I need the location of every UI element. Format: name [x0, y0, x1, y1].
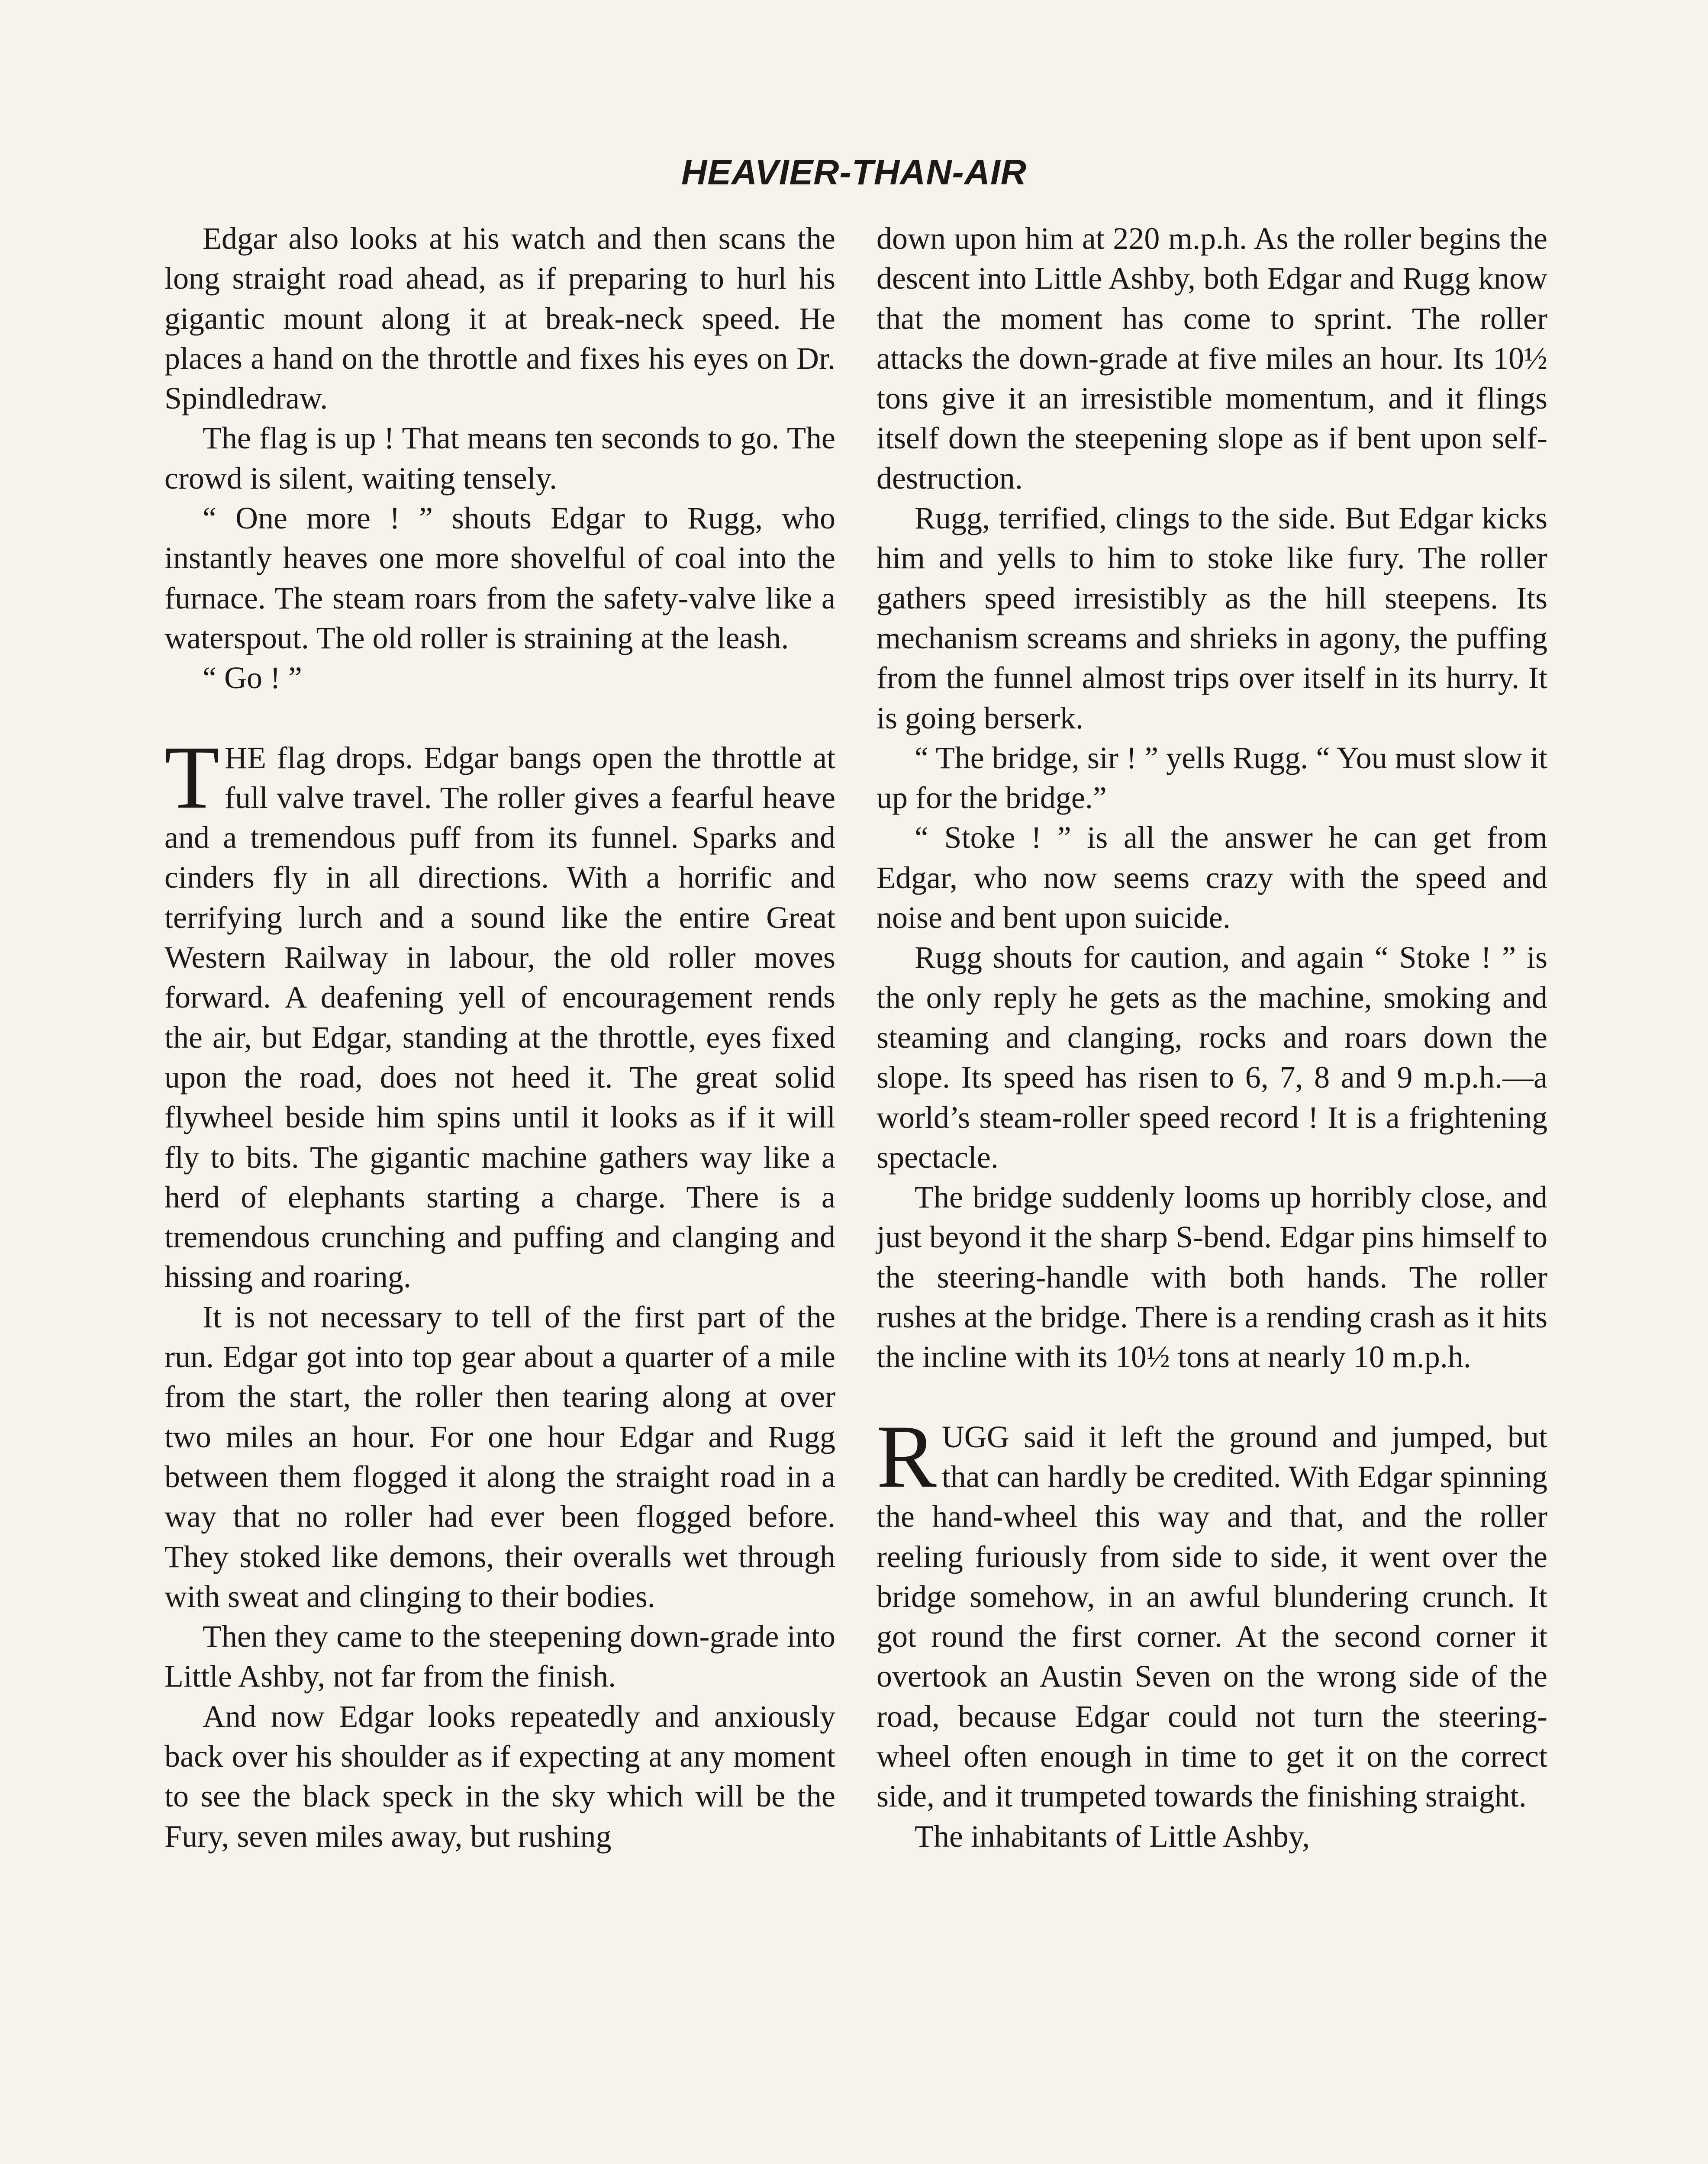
paragraph: “ Go ! ”: [203, 660, 302, 696]
drop-cap: T: [164, 727, 220, 827]
paragraph-text: UGG said it left the ground and jumped, but that can hardly be credited. With Edgar spinning the hand-wheel this way and that, and the roller reeling furiously from side to side, it went over the bridge somehow, in an awful blundering crunch. It got round the first corner. At the second corner it overtook an Austin Seven on the wrong side of the road, because Edgar could not turn the steering-wheel often enough in time to get it on the correct side, and it trumpeted towards the finishing straight.: [877, 1419, 1547, 1814]
right-column: [877, 219, 1547, 1856]
drop-cap: R: [877, 1406, 937, 1506]
paragraph: The inhabitants of Little Ashby,: [915, 1819, 1310, 1854]
paragraph: “ The bridge, sir ! ” yells Rugg. “ You must slow it up for the bridge.”: [877, 740, 1547, 815]
paragraph: [164, 727, 835, 1297]
paragraph: It is not necessary to tell of the first part of the run. Edgar got into top gear about a quarter of a mile from the start, the roller then tearing along at over two miles an hour. For one hour Edgar and Rugg between them flogged it along the straight road in a way that no roller had ever been flogged before. They stoked like demons, their overalls wet through with sweat and clinging to their bodies.: [164, 1299, 835, 1614]
paragraph: [877, 1406, 1547, 1816]
paragraph: “ One more ! ” shouts Edgar to Rugg, who instantly heaves one more shovelful of coal into the furnace. The steam roars from the safety-valve like a waterspout. The old roller is straining at the leash.: [164, 501, 835, 655]
paragraph: Rugg, terrified, clings to the side. But Edgar kicks him and yells to him to stoke like fury. The roller gathers speed irresistibly as the hill steepens. Its mechanism screams and shrieks in agony, the puffing from the funnel almost trips over itself in its hurry. It is going berserk.: [877, 501, 1547, 735]
paragraph: Edgar also looks at his watch and then scans the long straight road ahead, as if preparing to hurl his gigantic mount along it at break-neck speed. He places a hand on the throttle and fixes his eyes on Dr. Spindledraw.: [164, 221, 835, 416]
paragraph-text: HE flag drops. Edgar bangs open the throttle at full valve travel. The roller gives a fearful heave and a tremendous puff from its funnel. Sparks and cinders fly in all directions. With a horrific and terrifying lurch and a sound like the entire Great Western Railway in labour, the old roller moves forward. A deafening yell of encouragement rends the air, but Edgar, standing at the throttle, eyes fixed upon the road, does not heed it. The great solid flywheel beside him spins until it looks as if it will fly to bits. The gigantic machine gathers way like a herd of elephants starting a charge. There is a tremendous crunching and puffing and clanging and hissing and roaring.: [164, 740, 835, 1295]
left-column: [164, 219, 835, 1856]
paragraph: Rugg shouts for caution, and again “ Stoke ! ” is the only reply he gets as the machine, smoking and steaming and clanging, rocks and roars down the slope. Its speed has risen to 6, 7, 8 and 9 m.p.h.—a world’s steam-roller speed record ! It is a frightening spectacle.: [877, 940, 1547, 1175]
paragraph: down upon him at 220 m.p.h. As the roller begins the descent into Little Ashby, both Edgar and Rugg know that the moment has come to sprint. The roller attacks the down-grade at five miles an hour. Its 10½ tons give it an irresistible momentum, and it flings itself down the steepening slope as if bent upon self-destruction.: [877, 221, 1547, 496]
paragraph: And now Edgar looks repeatedly and anxiously back over his shoulder as if expecting at any moment to see the black speck in the sky which will be the Fury, seven miles away, but rushing: [164, 1699, 835, 1854]
paragraph: “ Stoke ! ” is all the answer he can get from Edgar, who now seems crazy with the speed and noise and bent upon suicide.: [877, 820, 1547, 935]
paragraph: The flag is up ! That means ten seconds to go. The crowd is silent, waiting tensely.: [164, 421, 835, 496]
page-title: HEAVIER-THAN-AIR: [681, 153, 1027, 192]
paragraph: The bridge suddenly looms up horribly close, and just beyond it the sharp S-bend. Edgar pins himself to the steering-handle with both hands. The roller rushes at the bridge. There is a rending crash as it hits the incline with its 10½ tons at nearly 10 m.p.h.: [877, 1180, 1547, 1375]
paragraph: Then they came to the steepening down-grade into Little Ashby, not far from the finish.: [164, 1619, 835, 1694]
